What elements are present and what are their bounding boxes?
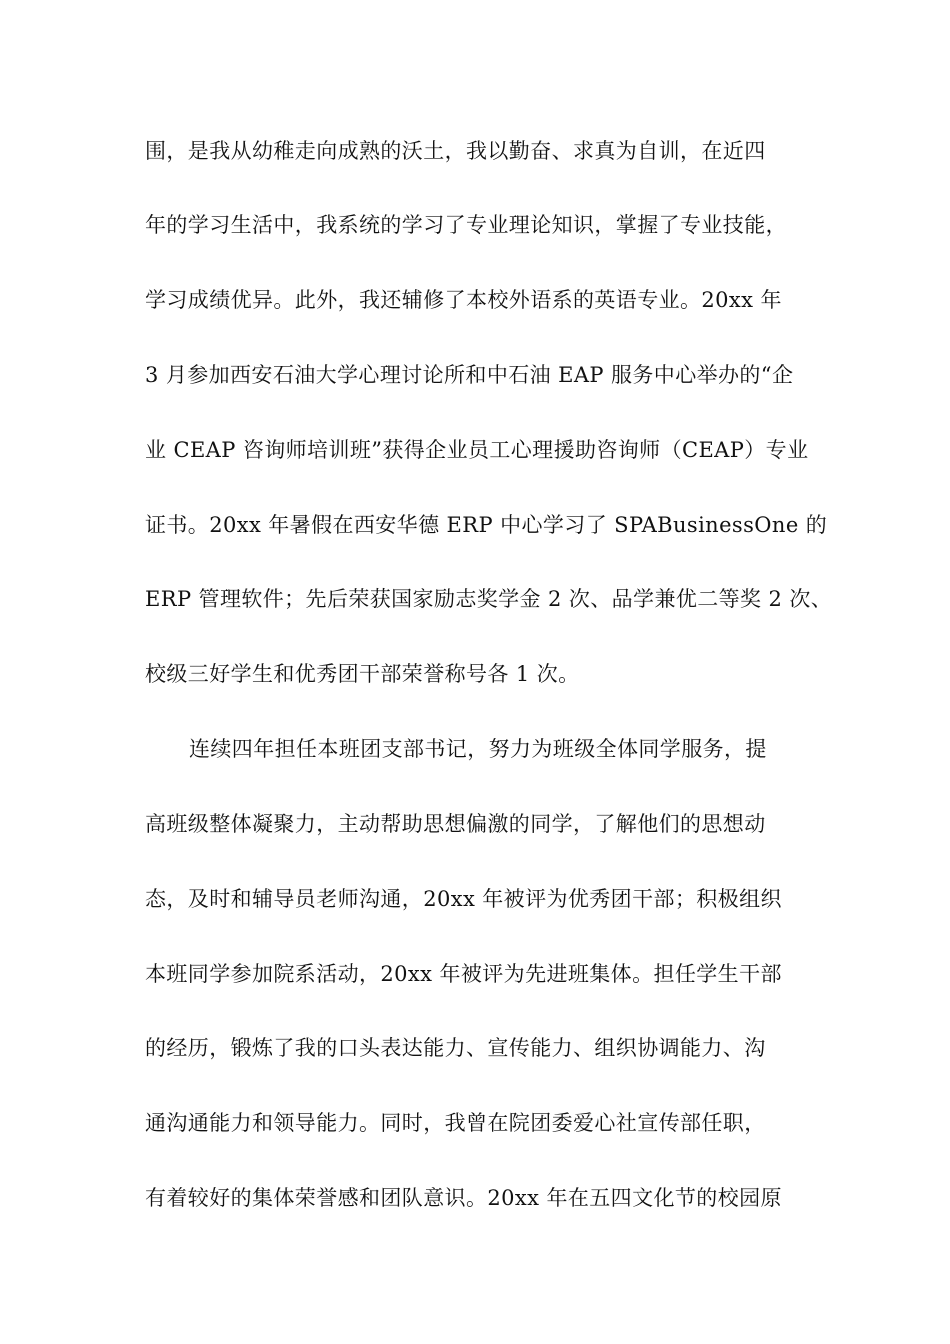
text-line-9: 连续四年担任本班团支部书记，努力为班级全体同学服务，提 — [189, 737, 767, 761]
text-line-1: 围，是我从幼稚走向成熟的沃土，我以勤奋、求真为自训，在近四 — [145, 139, 766, 163]
text-line-11: 态，及时和辅导员老师沟通，20xx 年被评为优秀团干部；积极组织 — [145, 887, 782, 911]
text-line-12: 本班同学参加院系活动，20xx 年被评为先进班集体。担任学生干部 — [145, 962, 782, 986]
text-line-10: 高班级整体凝聚力，主动帮助思想偏激的同学，了解他们的思想动 — [145, 812, 766, 836]
text-line-7: ERP 管理软件；先后荣获国家励志奖学金 2 次、品学兼优二等奖 2 次、 — [145, 587, 833, 611]
text-line-4: 3 月参加西安石油大学心理讨论所和中石油 EAP 服务中心举办的“企 — [145, 363, 794, 387]
text-line-3: 学习成绩优异。此外，我还辅修了本校外语系的英语专业。20xx 年 — [145, 288, 782, 312]
text-line-2: 年的学习生活中，我系统的学习了专业理论知识，掌握了专业技能， — [145, 213, 787, 237]
text-line-14: 通沟通能力和领导能力。同时，我曾在院团委爱心社宣传部任职， — [145, 1111, 766, 1135]
text-line-13: 的经历，锻炼了我的口头表达能力、宣传能力、组织协调能力、沟 — [145, 1036, 766, 1060]
text-line-6: 证书。20xx 年暑假在西安华德 ERP 中心学习了 SPABusinessOne 的 — [145, 513, 828, 537]
text-line-8: 校级三好学生和优秀团干部荣誉称号各 1 次。 — [145, 662, 580, 686]
text-line-5: 业 CEAP 咨询师培训班”获得企业员工心理援助咨询师（CEAP）专业 — [145, 438, 809, 462]
text-line-15: 有着较好的集体荣誉感和团队意识。20xx 年在五四文化节的校园原 — [145, 1186, 782, 1210]
